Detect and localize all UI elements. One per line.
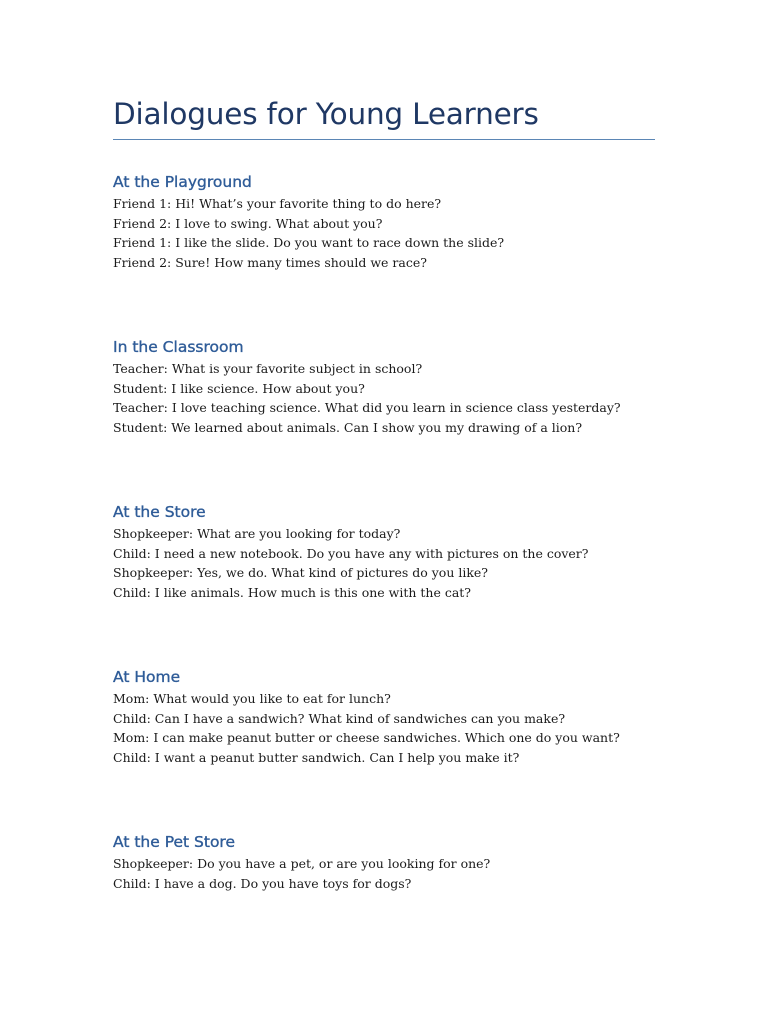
dialogue-line: Mom: I can make peanut butter or cheese sandwiches. Which one do you want? [113, 730, 620, 745]
dialogue-line: Child: I like animals. How much is this one with the cat? [113, 584, 472, 600]
dialogue-line: Friend 1: I like the slide. Do you want to race down the slide? [113, 235, 505, 250]
section-heading: In the Classroom [113, 338, 244, 356]
section-playground [113, 171, 656, 272]
section-classroom [113, 336, 656, 437]
section-heading: At the Playground [113, 173, 252, 191]
dialogue-line: Teacher: I love teaching science. What did you learn in science class yesterday? [113, 400, 621, 415]
dialogue-line: Student: I like science. How about you? [113, 380, 365, 396]
dialogue-line: Friend 2: I love to swing. What about you? [113, 215, 383, 231]
section-pet-store [113, 831, 656, 893]
dialogue-line: Child: I have a dog. Do you have toys for dogs? [113, 875, 412, 891]
dialogue-line: Child: I want a peanut butter sandwich. Can I help you make it? [113, 749, 520, 765]
dialogue-line: Shopkeeper: What are you looking for today? [113, 526, 401, 541]
section-heading: At Home [113, 668, 181, 686]
document-title: Dialogues for Young Learners [113, 97, 539, 131]
dialogue-line: Friend 1: Hi! What’s your favorite thing to do here? [113, 196, 442, 211]
section-heading: At the Store [113, 503, 206, 521]
title-underline [113, 139, 655, 140]
dialogue-line: Mom: What would you like to eat for lunch? [113, 691, 391, 706]
dialogue-line: Child: Can I have a sandwich? What kind of sandwiches can you make? [113, 710, 566, 726]
section-store [113, 501, 656, 602]
dialogue-line: Shopkeeper: Yes, we do. What kind of pictures do you like? [113, 565, 489, 580]
dialogue-line: Student: We learned about animals. Can I show you my drawing of a lion? [113, 419, 583, 435]
dialogue-line: Shopkeeper: Do you have a pet, or are you looking for one? [113, 856, 491, 871]
dialogue-line: Teacher: What is your favorite subject in school? [113, 361, 423, 376]
dialogue-line: Child: I need a new notebook. Do you have any with pictures on the cover? [113, 545, 589, 561]
section-heading: At the Pet Store [113, 833, 236, 851]
dialogue-line: Friend 2: Sure! How many times should we race? [113, 254, 427, 270]
section-home [113, 666, 656, 767]
